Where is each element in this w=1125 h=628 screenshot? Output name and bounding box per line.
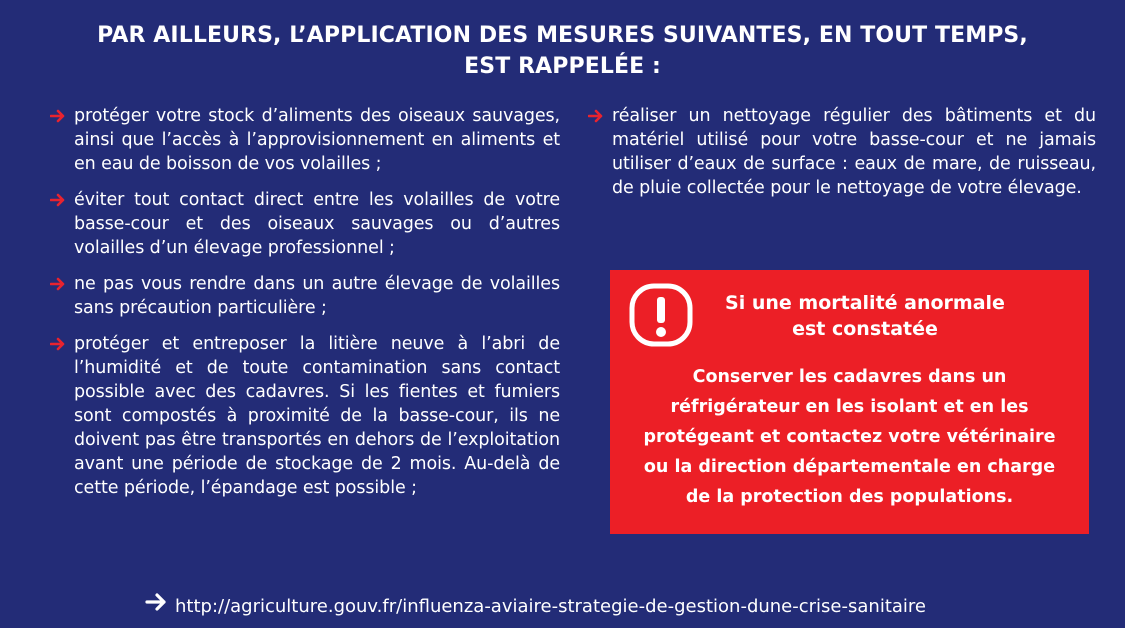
list-item [588, 104, 1096, 200]
left-measures-list [50, 104, 560, 512]
right-measures-list [588, 104, 1096, 212]
exclamation-icon [626, 280, 696, 350]
mortality-alert-box [610, 270, 1089, 534]
list-item [50, 272, 560, 320]
list-item-text: éviter tout contact direct entre les volailles de votre basse-cour et des oiseaux sauvages ou d’autres volailles d’un élevage professionnel ; [74, 190, 560, 258]
list-item-text: protéger et entreposer la litière neuve à l’abri de l’humidité et de toute contamination sans contact possible avec des cadavres. Si les fientes et fumiers sont compostés à proximité de la basse-cour, ils ne doivent pas être transportés en dehors de l’exploitation avant une période de stockage de 2 mois. Au-delà de cette période, l’épandage est possible ; [74, 334, 560, 498]
title-line-2: EST RAPPELÉE : [464, 54, 661, 79]
list-item-text: ne pas vous rendre dans un autre élevage de volailles sans précaution particulière ; [74, 274, 560, 318]
list-item [50, 332, 560, 500]
title-line-1: PAR AILLEURS, L’APPLICATION DES MESURES SUIVANTES, EN TOUT TEMPS, [97, 23, 1028, 48]
list-item-text: réaliser un nettoyage régulier des bâtiments et du matériel utilisé pour votre basse-cour et ne jamais utiliser d’eaux de surface : eaux de mare, de ruisseau, de pluie collectée pour le nettoyage de votre élevage. [612, 106, 1096, 198]
arrow-right-icon [50, 104, 74, 123]
arrow-right-icon [50, 188, 74, 207]
page-title [60, 20, 1065, 82]
arrow-right-icon [588, 104, 612, 123]
arrow-right-icon [145, 592, 175, 621]
alert-title-line-1: Si une mortalité anormale [725, 292, 1005, 314]
source-link[interactable]: http://agriculture.gouv.fr/influenza-aviaire-strategie-de-gestion-dune-crise-sanitaire [175, 595, 926, 617]
list-item [50, 104, 560, 176]
list-item-text: protéger votre stock d’aliments des oiseaux sauvages, ainsi que l’accès à l’approvisionnement en aliments et en eau de boisson de vos volailles ; [74, 106, 560, 174]
arrow-right-icon [50, 332, 74, 351]
alert-body: Conserver les cadavres dans un réfrigérateur en les isolant et en les protégeant et contactez votre vétérinaire ou la direction départementale en charge de la protection des populations. [643, 367, 1056, 507]
alert-title-line-2: est constatée [792, 318, 938, 340]
footer-link-row [145, 592, 1025, 621]
arrow-right-icon [50, 272, 74, 291]
alert-title [700, 290, 1030, 342]
list-item [50, 188, 560, 260]
